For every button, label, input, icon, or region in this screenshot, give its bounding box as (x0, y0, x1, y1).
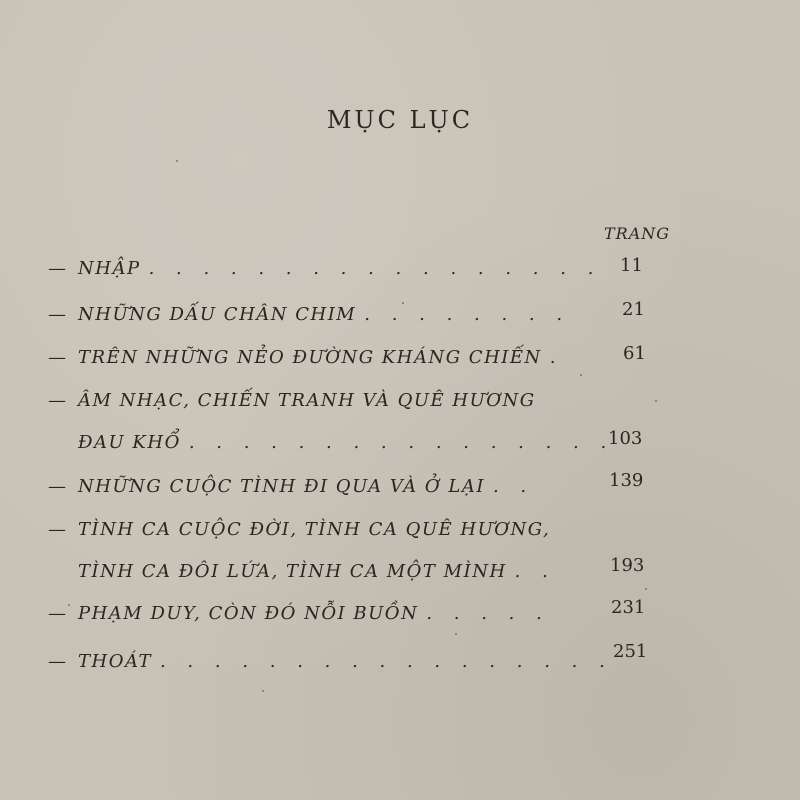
toc-entry (48, 476, 534, 504)
entry-leader-dots: . . . . . . . . . . . . . . . . . (148, 258, 602, 279)
entry-title: TRÊN NHỮNG NẺO ĐƯỜNG KHÁNG CHIẾN (78, 347, 542, 368)
entry-title: NHỮNG CUỘC TÌNH ĐI QUA VÀ Ở LẠI (78, 476, 485, 497)
page-column-header: TRANG (604, 224, 671, 243)
entry-title: PHẠM DUY, CÒN ĐÓ NỖI BUỒN (78, 603, 419, 624)
entry-leader-dots: . . (492, 476, 535, 497)
entry-page-number: 21 (622, 299, 645, 320)
page-title: MỤC LỤC (326, 106, 474, 134)
entry-page-number: 61 (623, 343, 646, 364)
print-speck (68, 604, 70, 606)
print-speck (580, 374, 582, 376)
toc-entry (48, 603, 550, 631)
entry-title: ÂM NHẠC, CHIẾN TRANH VÀ QUÊ HƯƠNG (78, 390, 536, 411)
entry-leader-dots: . . . . . . . . (364, 304, 571, 325)
entry-title: THOÁT (78, 651, 152, 672)
entry-page-number: 103 (608, 428, 643, 449)
toc-entry (48, 519, 550, 547)
entry-leader-dots: . . . . . . . . . . . . . . . . (188, 432, 615, 453)
entry-dash: — (48, 390, 68, 411)
toc-entry (48, 432, 614, 460)
entry-title: NHỮNG DẤU CHÂN CHIM (78, 304, 357, 325)
entry-dash: — (48, 304, 68, 325)
entry-title: NHẬP (78, 258, 141, 279)
entry-title: TÌNH CA CUỘC ĐỜI, TÌNH CA QUÊ HƯƠNG, (78, 519, 551, 540)
toc-entry (48, 651, 613, 679)
print-speck (176, 160, 178, 162)
print-speck (645, 588, 647, 590)
toc-entry (48, 347, 564, 375)
toc-entry (48, 258, 601, 286)
entry-leader-dots: . . . . . . . . . . . . . . . . . (159, 651, 613, 672)
entry-leader-dots: . . . . . (426, 603, 550, 624)
entry-page-number: 11 (620, 255, 643, 276)
print-speck (262, 690, 264, 692)
entry-title: TÌNH CA ĐÔI LỨA, TÌNH CA MỘT MÌNH (78, 561, 507, 582)
entry-page-number: 193 (610, 555, 645, 576)
entry-dash: — (48, 258, 68, 279)
toc-entry (48, 304, 570, 332)
entry-leader-dots: . (549, 347, 564, 368)
print-speck (402, 302, 404, 304)
entry-page-number: 251 (613, 641, 648, 662)
entry-leader-dots: . . (514, 561, 556, 582)
entry-page-number: 231 (611, 597, 646, 618)
toc-entry (48, 390, 536, 418)
entry-dash: — (48, 347, 68, 368)
entry-dash: — (48, 651, 68, 672)
print-speck (455, 633, 457, 635)
entry-dash: — (48, 519, 68, 540)
entry-dash: — (48, 476, 68, 497)
entry-dash: — (48, 603, 68, 624)
print-speck (655, 400, 657, 402)
toc-entry (48, 561, 556, 589)
entry-title: ĐAU KHỔ (78, 432, 181, 453)
entry-page-number: 139 (609, 470, 644, 491)
